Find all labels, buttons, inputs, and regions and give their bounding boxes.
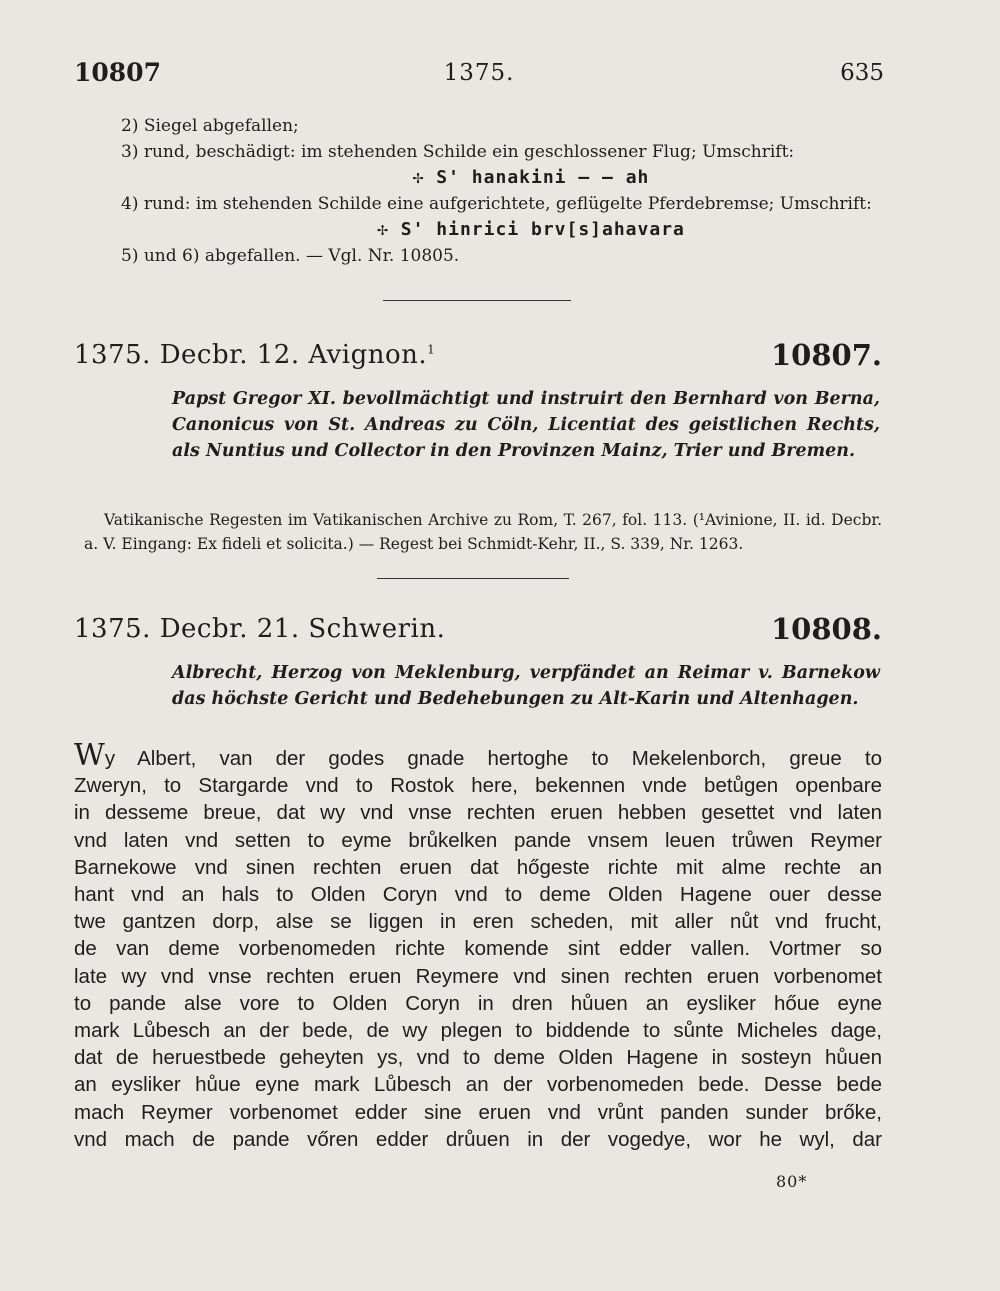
text-line: late wy vnd vnse rechten eruen Reymere vnd sinen rechten eruen vorbenomet xyxy=(74,964,882,988)
text-line: mark Lůbesch an der bede, de wy plegen to biddende to sůnte Micheles dage, xyxy=(74,1019,882,1043)
seal-legend: ✢ S' hanakini — — ah xyxy=(412,167,650,188)
section-divider xyxy=(377,578,569,579)
section-divider xyxy=(383,300,571,301)
text-line: mach Reymer vorbenomet edder sine eruen vnd vrůnt panden sunder brőke, xyxy=(74,1100,882,1124)
text-line-content: y Albert, van der godes gnade hertoghe to Mekelenborch, greue to xyxy=(104,747,882,770)
text-line: Barnekowe vnd sinen rechten eruen dat hőgeste richte mit alme rechte an xyxy=(74,855,882,879)
sheet-signature: 80* xyxy=(776,1172,808,1191)
entry-summary: Papst Gregor XI. bevollmächtigt und instruirt den Bernhard von Berna, Canonicus von St. Andreas zu Cöln, Licentiat des geistlichen Rechts, als Nuntius und Collector in den Provinzen Mainz, Trier und Bremen. xyxy=(172,389,880,461)
note-line: 3) rund, beschädigt: im stehenden Schilde ein geschlossener Flug; Umschrift: xyxy=(121,142,795,162)
text-line: de van deme vorbenomeden richte komende sint edder vallen. Vortmer so xyxy=(74,937,882,961)
charter-text xyxy=(74,738,882,1153)
header-page-number: 635 xyxy=(840,60,884,86)
entry-summary: Albrecht, Herzog von Meklenburg, verpfändet an Reimar v. Barnekow das höchste Gericht und Bedehebungen zu Alt-Karin und Altenhagen. xyxy=(172,663,880,709)
header-year: 1375. xyxy=(443,60,515,86)
text-line: an eysliker hůue eyne mark Lůbesch an der vorbenomeden bede. Desse bede xyxy=(74,1073,882,1097)
entry-heading xyxy=(74,340,882,380)
entry-heading xyxy=(74,614,882,654)
entry-date: 1375. Decbr. 21. Schwerin. xyxy=(74,614,446,644)
text-line: twe gantzen dorp, alse se liggen in eren scheden, mit aller nůt vnd frucht, xyxy=(74,910,882,934)
text-line: vnd laten vnd setten to eyme brůkelken pande vnsem leuen trůwen Reymer xyxy=(74,828,882,852)
seal-notes xyxy=(121,113,881,269)
entry-number: 10808. xyxy=(771,612,882,646)
footnote-mark: 1 xyxy=(427,342,436,357)
note-line: 5) und 6) abgefallen. — Vgl. Nr. 10805. xyxy=(121,246,460,266)
entry-source: Vatikanische Regesten im Vatikanischen Archive zu Rom, T. 267, fol. 113. (¹Avinione, II. id. Decbr. a. V. Eingang: Ex fideli et solicita.) — Regest bei Schmidt-Kehr, II., S. 339, Nr. 1263. xyxy=(84,511,882,553)
note-line: 2) Siegel abgefallen; xyxy=(121,116,299,136)
text-line: to pande alse vore to Olden Coryn in dren hůuen an eysliker hőue eyne xyxy=(74,991,882,1015)
entry-number: 10807. xyxy=(771,338,882,372)
text-line xyxy=(74,738,882,773)
entry-date-text: 1375. Decbr. 12. Avignon. xyxy=(74,340,428,370)
text-line: dat de heruestbede geheyten ys, vnd to deme Olden Hagene in sosteyn hůuen xyxy=(74,1046,882,1070)
page-header xyxy=(74,58,884,92)
text-line: Zweryn, to Stargarde vnd to Rostok here, bekennen vnde betůgen openbare xyxy=(74,774,882,798)
header-entry-number: 10807 xyxy=(74,58,161,87)
text-line: hant vnd an hals to Olden Coryn vnd to deme Olden Hagene ouer desse xyxy=(74,883,882,907)
note-line: 4) rund: im stehenden Schilde eine aufgerichtete, geflügelte Pferdebremse; Umschrift: xyxy=(121,194,872,214)
text-line: in desseme breue, dat wy vnd vnse rechten eruen hebben gesettet vnd laten xyxy=(74,801,882,825)
seal-legend: ✢ S' hinrici brv[s]ahavara xyxy=(377,219,685,240)
entry-date xyxy=(74,340,435,370)
initial-letter: W xyxy=(74,738,105,773)
text-line: vnd mach de pande vőren edder drůuen in der vogedye, wor he wyl, dar xyxy=(74,1127,882,1151)
